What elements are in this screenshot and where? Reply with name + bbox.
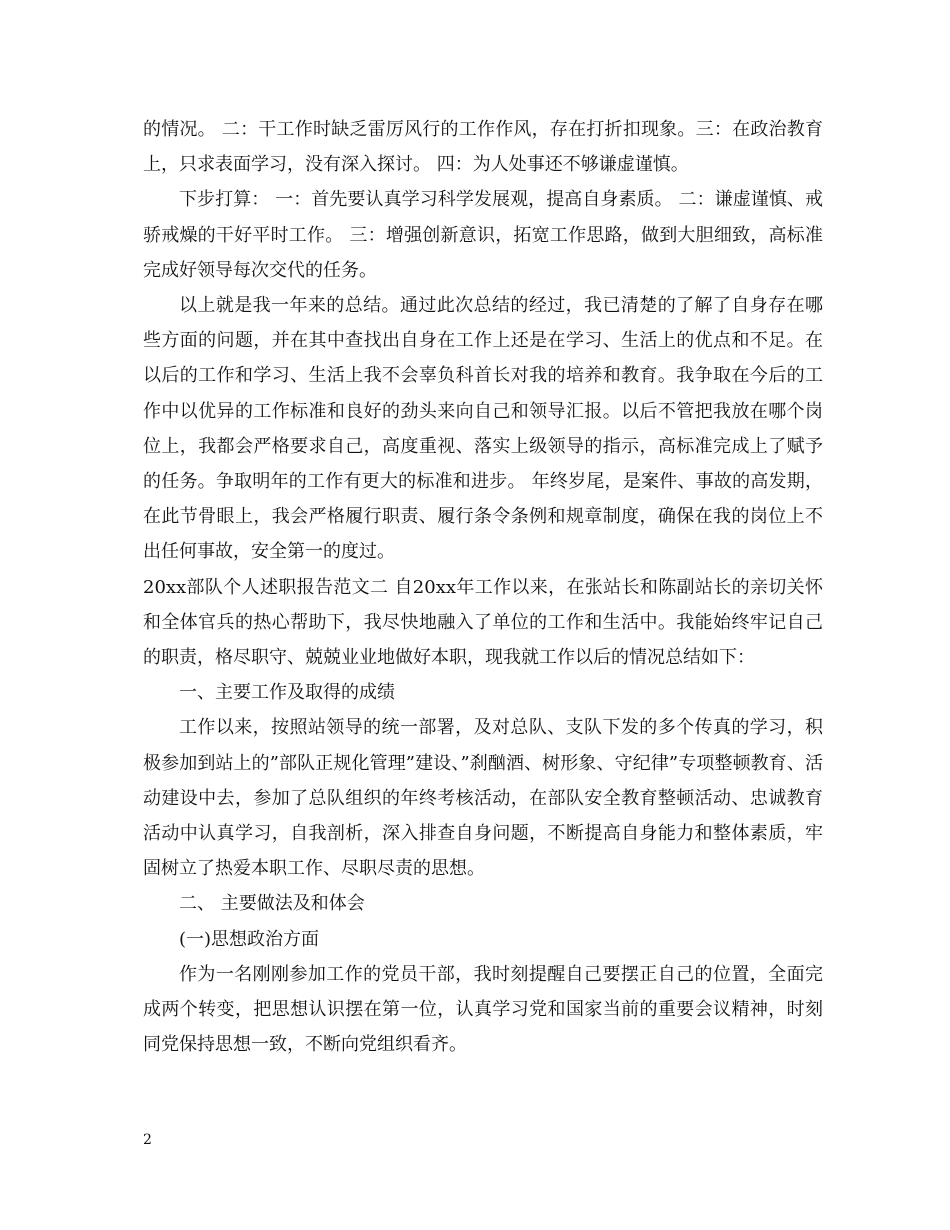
paragraph-2: 下步打算： 一：首先要认真学习科学发展观，提高自身素质。 二：谦虚谨慎、戒骄戒燥的干好平时工作。 三：增强创新意识，拓宽工作思路，做到大胆细致，高标准完成好领导每次交代的任务。	[143, 189, 823, 281]
section-heading-2: 二、 主要做法及和体会	[179, 893, 365, 915]
page-number: 2	[143, 1132, 152, 1148]
subsection-heading-1: (一)思想政治方面	[179, 928, 320, 950]
section-heading-1: 一、主要工作及取得的成绩	[179, 682, 395, 704]
paragraph-1: 的情况。 二：干工作时缺乏雷厉风行的工作作风，存在打折扣现象。三：在政治教育上，只求表面学习，没有深入探讨。 四：为人处事还不够谦虚谨慎。	[143, 119, 823, 176]
document-body	[143, 112, 823, 1062]
paragraph-5: 工作以来，按照站领导的统一部署，及对总队、支队下发的多个传真的学习，积极参加到站上的”部队正规化管理”建设、”刹酗酒、树形象、守纪律”专项整顿教育、活动建设中去，参加了总队组织的年终考核活动，在部队安全教育整顿活动、忠诚教育活动中认真学习，自我剖析，深入排查自身问题，不断提高自身能力和整体素质，牢固树立了热爱本职工作、尽职尽责的思想。	[143, 717, 823, 880]
paragraph-6: 作为一名刚刚参加工作的党员干部，我时刻提醒自己要摆正自己的位置，全面完成两个转变，把思想认识摆在第一位，认真学习党和国家当前的重要会议精神，时刻同党保持思想一致，不断向党组织看齐。	[143, 963, 823, 1056]
paragraph-4: 20xx部队个人述职报告范文二 自20xx年工作以来，在张站长和陈副站长的亲切关怀和全体官兵的热心帮助下，我尽快地融入了单位的工作和生活中。我能始终牢记自己的职责，格尽职守、兢兢业业地做好本职，现我就工作以后的情况总结如下：	[143, 576, 823, 669]
paragraph-3: 以上就是我一年来的总结。通过此次总结的经过，我已清楚的了解了自身存在哪些方面的问题，并在其中查找出自身在工作上还是在学习、生活上的优点和不足。在以后的工作和学习、生活上我不会辜负科首长对我的培养和教育。我争取在今后的工作中以优异的工作标准和良好的劲头来向自己和领导汇报。以后不管把我放在哪个岗位上，我都会严格要求自己，高度重视、落实上级领导的指示，高标准完成上了赋予的任务。争取明年的工作有更大的标准和进步。 年终岁尾，是案件、事故的高发期，在此节骨眼上，我会严格履行职责、履行条令条例和规章制度，确保在我的岗位上不出任何事故，安全第一的度过。	[143, 295, 823, 563]
